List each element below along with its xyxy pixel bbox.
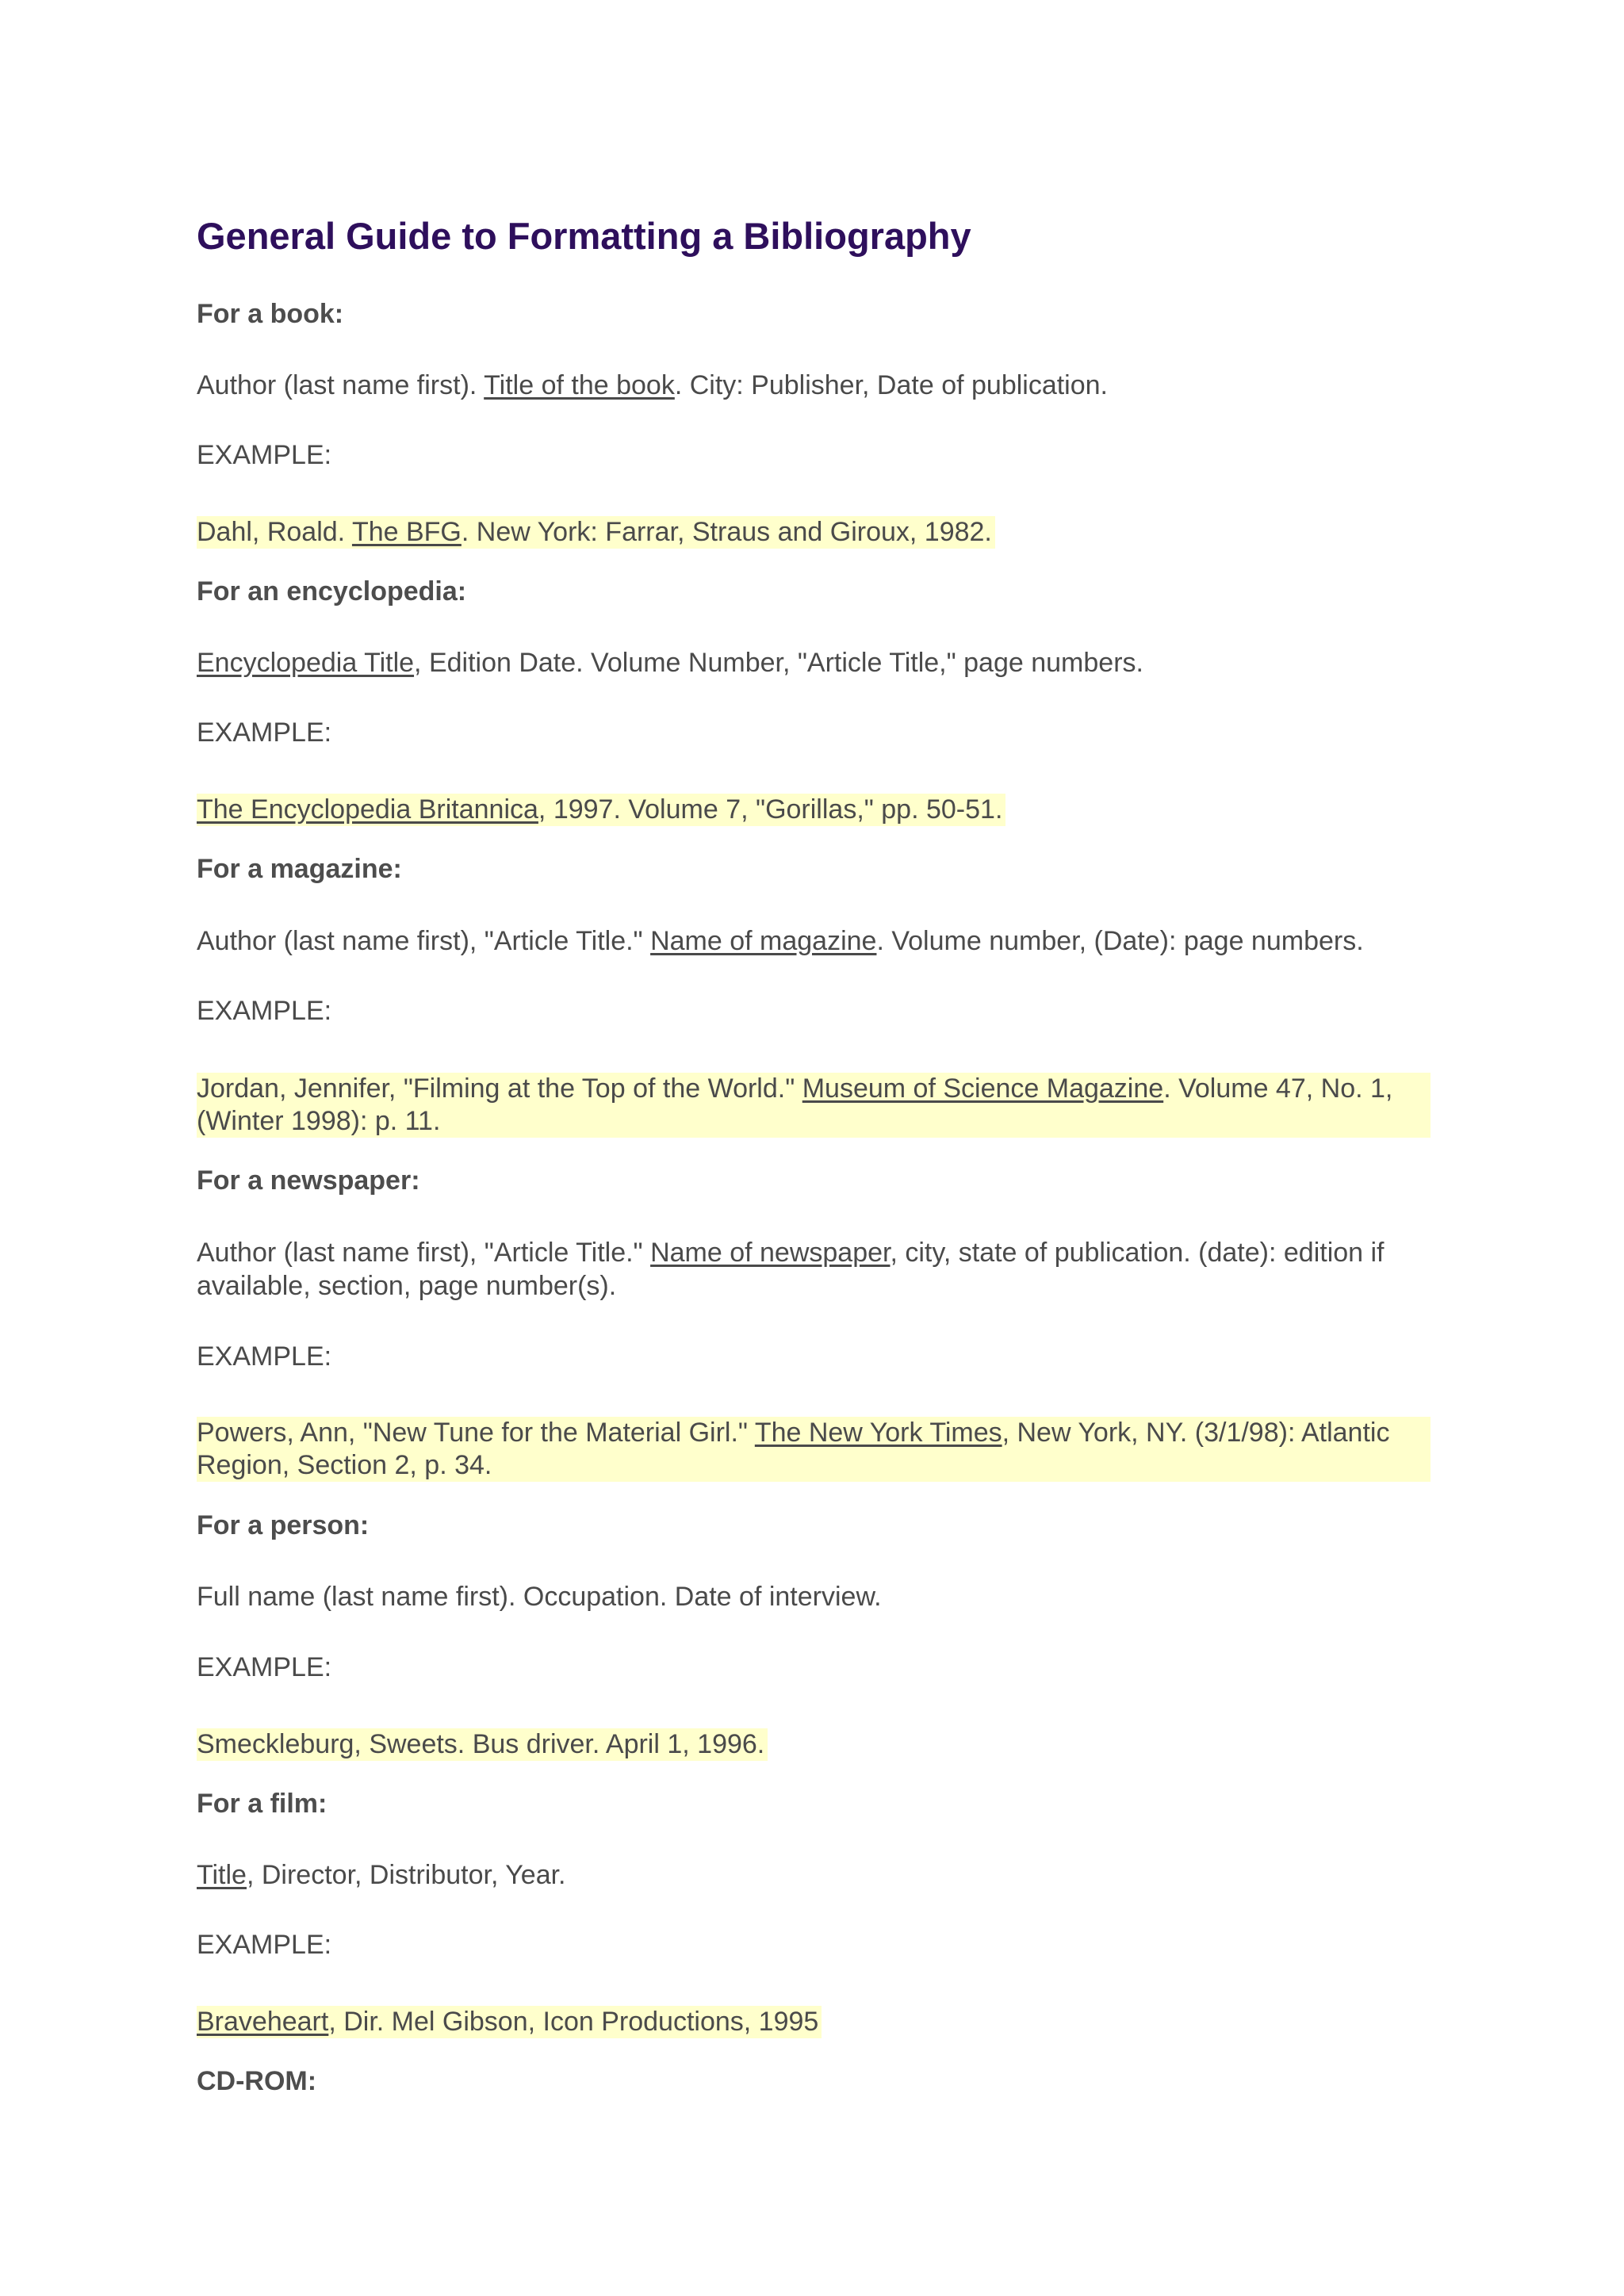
format-text: , city, state of publication. (date): edition if available, section, page number(s). xyxy=(197,1238,1385,1301)
highlighted-citation xyxy=(197,1073,1431,1138)
example-entry-film xyxy=(197,2006,822,2038)
highlighted-citation xyxy=(197,1417,1431,1482)
format-line-newspaper xyxy=(197,1236,1434,1303)
section-heading-person: For a person: xyxy=(197,1510,370,1540)
format-underlined-title: Encyclopedia Title xyxy=(197,648,415,678)
format-underlined-title: Title xyxy=(197,1860,247,1890)
citation-text: Dahl, Roald. xyxy=(197,517,352,547)
example-entry-magazine xyxy=(197,1073,1431,1138)
citation-underlined-title: The BFG xyxy=(351,517,462,547)
citation-text: Jordan, Jennifer, "Filming at the Top of the World." xyxy=(197,1073,802,1104)
example-entry-newspaper xyxy=(197,1417,1431,1482)
format-text: Author (last name first), "Article Title." xyxy=(197,926,651,956)
format-text: , Edition Date. Volume Number, "Article Title," page numbers. xyxy=(414,648,1143,678)
citation-underlined-title: The New York Times xyxy=(754,1418,1002,1448)
format-line-magazine xyxy=(197,924,1434,958)
section-heading-cd-rom: CD-ROM: xyxy=(197,2066,317,2096)
section-heading-book: For a book: xyxy=(197,299,344,329)
format-text: . City: Publisher, Date of publication. xyxy=(674,370,1109,400)
section-heading-newspaper: For a newspaper: xyxy=(197,1165,420,1196)
format-text: Author (last name first), "Article Title." xyxy=(197,1238,651,1268)
citation-text: . Volume 47, No. 1, (Winter 1998): p. 11. xyxy=(197,1073,1393,1136)
example-label: EXAMPLE: xyxy=(197,1930,332,1960)
format-text: Author (last name first). xyxy=(197,370,485,400)
format-line-film xyxy=(197,1858,1434,1892)
citation-underlined-title: Braveheart xyxy=(197,2007,329,2037)
citation-text: , 1997. Volume 7, "Gorillas," pp. 50-51. xyxy=(538,794,1003,825)
page-title: General Guide to Formatting a Bibliography xyxy=(197,215,971,257)
example-label: EXAMPLE: xyxy=(197,440,332,470)
example-label: EXAMPLE: xyxy=(197,718,332,748)
citation-text: . New York: Farrar, Straus and Giroux, 1982. xyxy=(461,517,992,547)
format-text: Full name (last name first). Occupation. Date of interview. xyxy=(197,1582,882,1612)
section-heading-magazine: For a magazine: xyxy=(197,854,402,884)
example-label: EXAMPLE: xyxy=(197,1341,332,1372)
highlighted-citation xyxy=(197,794,1005,826)
format-underlined-title: Name of magazine xyxy=(650,926,877,956)
section-heading-encyclopedia: For an encyclopedia: xyxy=(197,576,467,607)
example-label: EXAMPLE: xyxy=(197,1652,332,1682)
example-entry-person xyxy=(197,1728,768,1761)
highlighted-citation xyxy=(197,1728,768,1761)
format-underlined-title: Name of newspaper xyxy=(650,1238,891,1268)
highlighted-citation xyxy=(197,2006,822,2038)
citation-text: , New York, NY. (3/1/98): Atlantic Region, Section 2, p. 34. xyxy=(197,1418,1390,1480)
section-heading-film: For a film: xyxy=(197,1789,327,1819)
citation-underlined-title: The Encyclopedia Britannica xyxy=(197,794,538,825)
format-text: , Director, Distributor, Year. xyxy=(246,1860,566,1890)
highlighted-citation xyxy=(197,516,995,549)
format-line-person xyxy=(197,1580,1434,1613)
citation-text: Powers, Ann, "New Tune for the Material Girl." xyxy=(197,1418,755,1448)
format-text: . Volume number, (Date): page numbers. xyxy=(876,926,1364,956)
format-line-encyclopedia xyxy=(197,646,1434,679)
citation-underlined-title: Museum of Science Magazine xyxy=(802,1073,1164,1104)
citation-text: , Dir. Mel Gibson, Icon Productions, 1995 xyxy=(328,2007,819,2037)
example-entry-book xyxy=(197,516,995,549)
format-underlined-title: Title of the book xyxy=(484,370,675,400)
example-label: EXAMPLE: xyxy=(197,996,332,1026)
example-entry-encyclopedia xyxy=(197,794,1005,826)
format-line-book xyxy=(197,369,1434,402)
citation-text: Smeckleburg, Sweets. Bus driver. April 1, 1996. xyxy=(197,1729,765,1759)
